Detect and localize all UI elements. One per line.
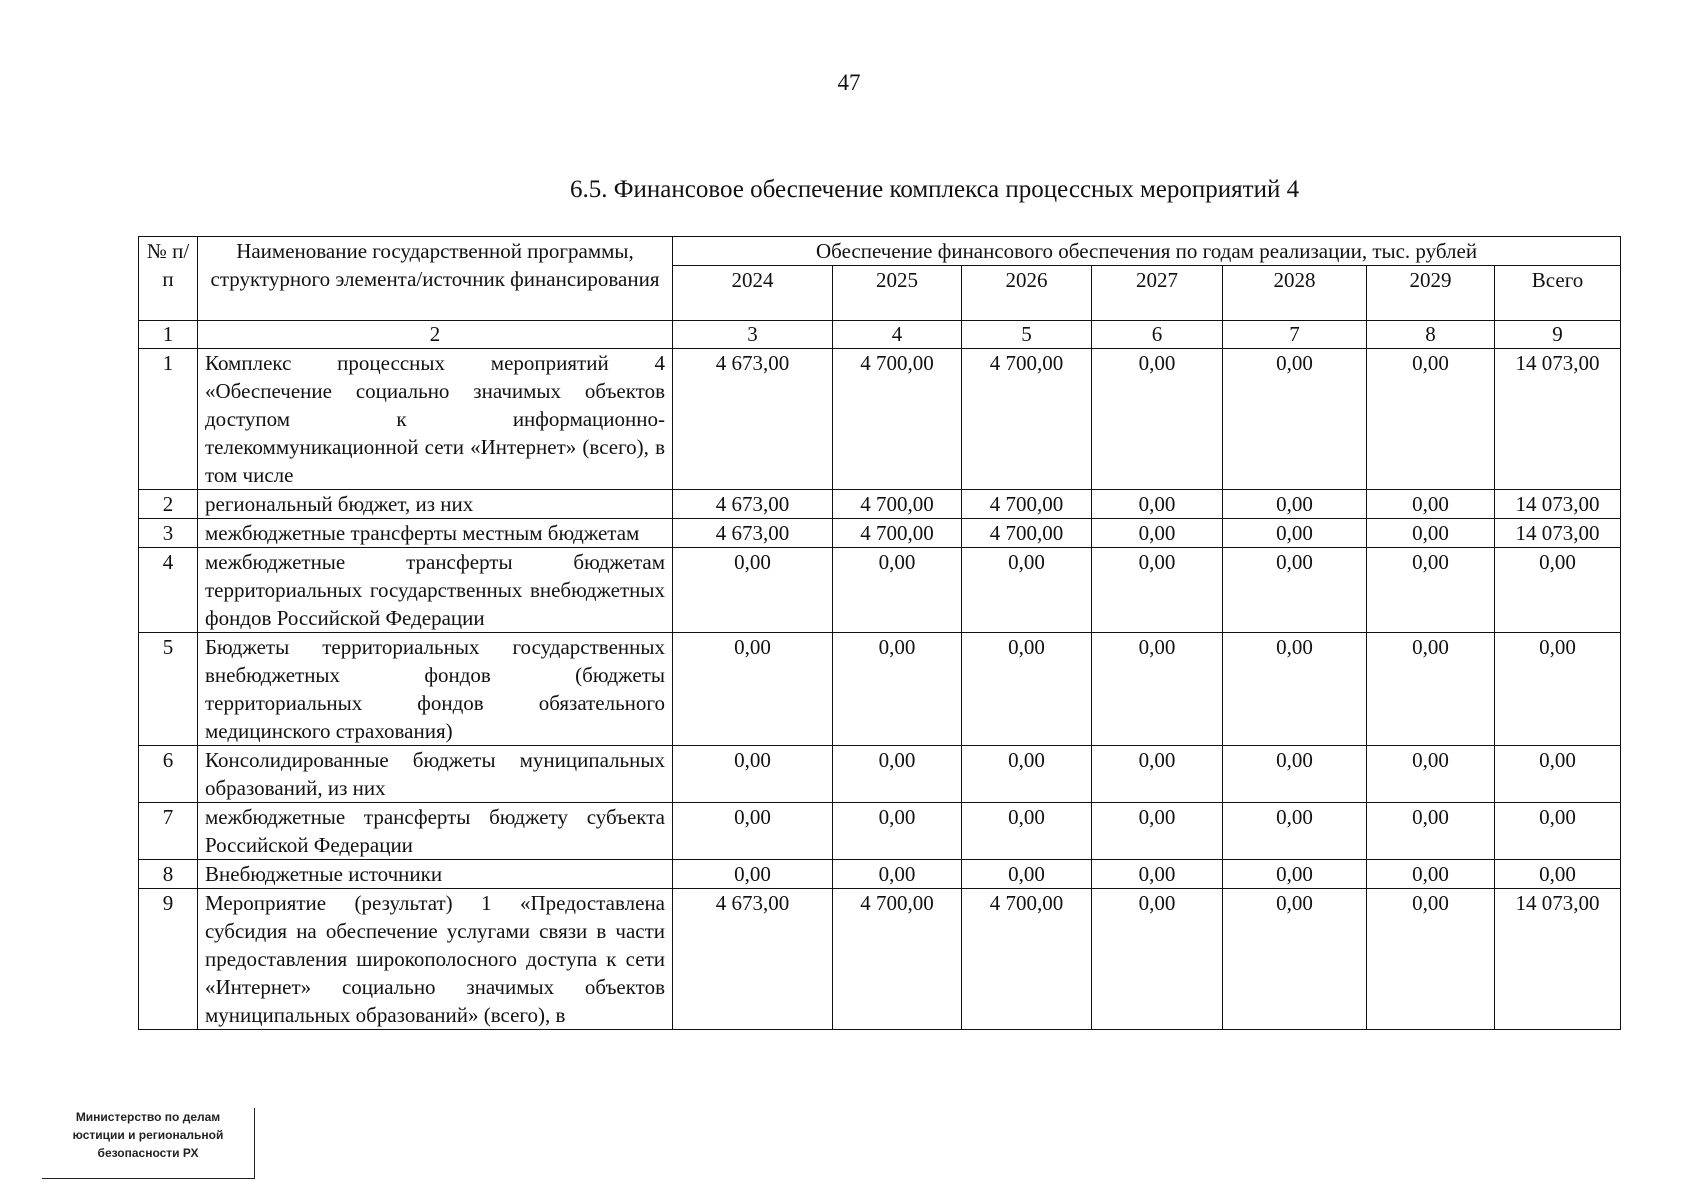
- header-year: 2028: [1223, 266, 1367, 321]
- row-year-value: 0,00: [673, 860, 833, 889]
- page-number: 47: [837, 70, 861, 95]
- table-row: [139, 490, 1621, 519]
- row-name: межбюджетные трансферты бюджету субъекта Российской Федерации: [198, 803, 673, 860]
- row-name: Бюджеты территориальных государственных внебюджетных фондов (бюджеты территориальных фондов обязательного медицинского страхования): [198, 633, 673, 746]
- column-index: 4: [833, 321, 962, 349]
- row-year-value: 4 673,00: [673, 349, 833, 490]
- row-year-value: 4 700,00: [833, 490, 962, 519]
- table-row: [139, 746, 1621, 803]
- row-year-value: 0,00: [1367, 519, 1495, 548]
- row-name: межбюджетные трансферты местным бюджетам: [198, 519, 673, 548]
- row-year-value: 0,00: [1223, 860, 1367, 889]
- row-year-value: 0,00: [1367, 746, 1495, 803]
- row-year-value: 4 700,00: [833, 519, 962, 548]
- row-total-value: 0,00: [1495, 633, 1621, 746]
- row-year-value: 4 673,00: [673, 889, 833, 1030]
- column-index: 8: [1367, 321, 1495, 349]
- row-number: 9: [139, 889, 198, 1030]
- registration-stamp: [42, 1108, 255, 1179]
- row-year-value: 4 673,00: [673, 490, 833, 519]
- row-year-value: 0,00: [1223, 633, 1367, 746]
- stamp-line: безопасности РХ: [97, 1146, 199, 1160]
- row-total-value: 14 073,00: [1495, 490, 1621, 519]
- header-year: 2027: [1092, 266, 1223, 321]
- table-row: [139, 349, 1621, 490]
- row-total-value: 0,00: [1495, 860, 1621, 889]
- column-index: 5: [962, 321, 1092, 349]
- row-year-value: 0,00: [1223, 889, 1367, 1030]
- row-year-value: 0,00: [1223, 490, 1367, 519]
- row-year-value: 0,00: [1367, 548, 1495, 633]
- row-year-value: 0,00: [1367, 860, 1495, 889]
- row-year-value: 0,00: [1223, 746, 1367, 803]
- row-number: 3: [139, 519, 198, 548]
- row-total-value: 14 073,00: [1495, 349, 1621, 490]
- row-year-value: 0,00: [962, 860, 1092, 889]
- row-year-value: 4 673,00: [673, 519, 833, 548]
- row-number: 4: [139, 548, 198, 633]
- table-row: [139, 548, 1621, 633]
- row-year-value: 4 700,00: [962, 889, 1092, 1030]
- header-num: № п/п: [139, 237, 198, 321]
- row-year-value: 4 700,00: [962, 349, 1092, 490]
- row-year-value: 4 700,00: [833, 889, 962, 1030]
- row-year-value: 0,00: [1092, 746, 1223, 803]
- table-row: [139, 803, 1621, 860]
- row-year-value: 0,00: [1223, 519, 1367, 548]
- table-row: [139, 860, 1621, 889]
- row-name: региональный бюджет, из них: [198, 490, 673, 519]
- row-year-value: 0,00: [1092, 889, 1223, 1030]
- row-number: 8: [139, 860, 198, 889]
- row-year-value: 0,00: [962, 633, 1092, 746]
- row-year-value: 0,00: [833, 633, 962, 746]
- table-row: [139, 889, 1621, 1030]
- column-index: 3: [673, 321, 833, 349]
- column-index: 7: [1223, 321, 1367, 349]
- row-number: 2: [139, 490, 198, 519]
- row-year-value: 0,00: [1092, 633, 1223, 746]
- row-year-value: 0,00: [1092, 860, 1223, 889]
- row-year-value: 0,00: [1367, 490, 1495, 519]
- row-year-value: 0,00: [673, 548, 833, 633]
- row-year-value: 0,00: [1092, 490, 1223, 519]
- column-index: 9: [1495, 321, 1621, 349]
- row-year-value: 0,00: [1223, 548, 1367, 633]
- row-total-value: 14 073,00: [1495, 519, 1621, 548]
- header-year: 2024: [673, 266, 833, 321]
- row-year-value: 0,00: [833, 746, 962, 803]
- row-total-value: 0,00: [1495, 746, 1621, 803]
- column-index: 1: [139, 321, 198, 349]
- row-year-value: 0,00: [833, 548, 962, 633]
- row-year-value: 0,00: [673, 746, 833, 803]
- page-title: 6.5. Финансовое обеспечение комплекса процессных мероприятий 4: [570, 176, 1300, 203]
- row-year-value: 0,00: [833, 803, 962, 860]
- row-name: Консолидированные бюджеты муниципальных образований, из них: [198, 746, 673, 803]
- financing-table: [138, 236, 1621, 1030]
- row-year-value: 0,00: [962, 803, 1092, 860]
- row-year-value: 0,00: [1092, 803, 1223, 860]
- row-year-value: 0,00: [1092, 548, 1223, 633]
- row-year-value: 4 700,00: [962, 519, 1092, 548]
- row-year-value: 0,00: [1092, 519, 1223, 548]
- row-year-value: 4 700,00: [962, 490, 1092, 519]
- row-year-value: 4 700,00: [833, 349, 962, 490]
- row-name: Мероприятие (результат) 1 «Предоставлена субсидия на обеспечение услугами связи в части предоставления широкополосного доступа к сети «Интернет» социально значимых объектов муниципальных образований» (всего), в: [198, 889, 673, 1030]
- column-index-row: [139, 321, 1621, 349]
- row-year-value: 0,00: [1367, 633, 1495, 746]
- row-total-value: 0,00: [1495, 803, 1621, 860]
- header-group: Обеспечение финансового обеспечения по годам реализации, тыс. рублей: [673, 237, 1621, 266]
- row-year-value: 0,00: [1223, 349, 1367, 490]
- header-total: Всего: [1495, 266, 1621, 321]
- header-year: 2029: [1367, 266, 1495, 321]
- row-total-value: 0,00: [1495, 548, 1621, 633]
- row-name: Внебюджетные источники: [198, 860, 673, 889]
- row-year-value: 0,00: [1223, 803, 1367, 860]
- row-number: 7: [139, 803, 198, 860]
- row-year-value: 0,00: [962, 746, 1092, 803]
- table-body: [139, 349, 1621, 1030]
- row-number: 1: [139, 349, 198, 490]
- row-year-value: 0,00: [1367, 349, 1495, 490]
- row-year-value: 0,00: [673, 633, 833, 746]
- header-year: 2025: [833, 266, 962, 321]
- row-name: межбюджетные трансферты бюджетам территориальных государственных внебюджетных фондов Российской Федерации: [198, 548, 673, 633]
- row-year-value: 0,00: [1367, 889, 1495, 1030]
- row-year-value: 0,00: [833, 860, 962, 889]
- row-number: 5: [139, 633, 198, 746]
- row-year-value: 0,00: [962, 548, 1092, 633]
- column-index: 2: [198, 321, 673, 349]
- table-row: [139, 519, 1621, 548]
- row-year-value: 0,00: [1092, 349, 1223, 490]
- row-total-value: 14 073,00: [1495, 889, 1621, 1030]
- row-year-value: 0,00: [1367, 803, 1495, 860]
- table-row: [139, 633, 1621, 746]
- row-year-value: 0,00: [673, 803, 833, 860]
- column-index: 6: [1092, 321, 1223, 349]
- row-name: Комплекс процессных мероприятий 4 «Обеспечение социально значимых объектов доступом к информационно-телекоммуникационной сети «Интернет» (всего), в том числе: [198, 349, 673, 490]
- stamp-line: Министерство по делам: [75, 1110, 221, 1124]
- header-year: 2026: [962, 266, 1092, 321]
- header-name: Наименование государственной программы, структурного элемента/источник финансирования: [198, 237, 673, 321]
- header-row-1: [139, 237, 1621, 266]
- row-number: 6: [139, 746, 198, 803]
- stamp-line: юстиции и региональной: [72, 1128, 224, 1142]
